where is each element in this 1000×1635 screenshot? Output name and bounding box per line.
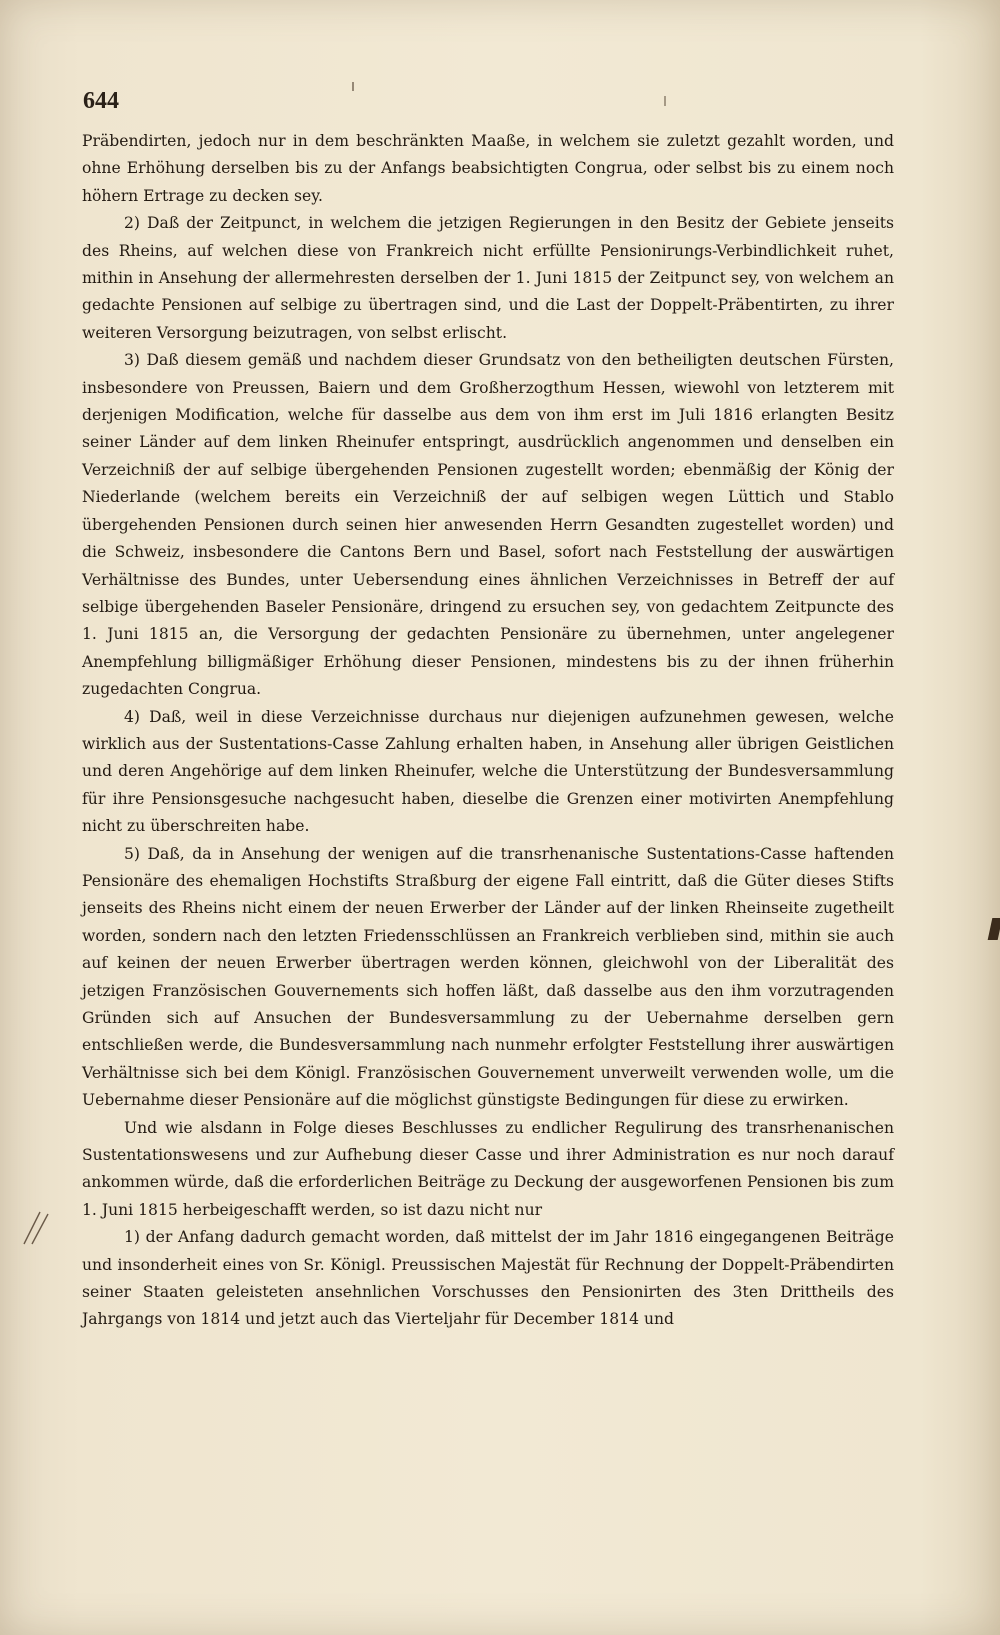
page-number: 644 bbox=[83, 88, 119, 114]
margin-ink-mark bbox=[988, 918, 1000, 940]
paragraph-continuation: Präbendirten, jedoch nur in dem beschränkten Maaße, in welchem sie zuletzt gezahlt worden, und ohne Erhöhung derselben bis zu der Anfangs beabsichtigten Congrua, oder selbst bis zu einem noch höhern Ertrage zu decken sey. bbox=[82, 132, 894, 205]
print-mark bbox=[664, 96, 666, 106]
body-text bbox=[82, 128, 894, 1334]
paragraph-subpoint-1: 1) der Anfang dadurch gemacht worden, daß mittelst der im Jahr 1816 eingegangenen Beiträge und insonderheit eines von Sr. Königl. Preussischen Majestät für Rechnung der Doppelt-Präbendirten seiner Staaten geleisteten ansehnlichen Vorschusses den Pensionirten des 3ten Drittheils des Jahrgangs von 1814 und jetzt auch das Vierteljahr für December 1814 und bbox=[82, 1228, 894, 1329]
paragraph-conclusion: Und wie alsdann in Folge dieses Beschlusses zu endlicher Regulirung des transrhenanischen Sustentationswesens und zur Aufhebung dieser Casse und ihrer Administration es nur noch darauf ankommen würde, daß die erforderlichen Beiträge zu Deckung der ausgeworfenen Pensionen bis zum 1. Juni 1815 herbeigeschafft werden, so ist dazu nicht nur bbox=[82, 1118, 894, 1219]
paragraph-point-3: 3) Daß diesem gemäß und nachdem dieser Grundsatz von den betheiligten deutschen Fürsten, insbesondere von Preussen, Baiern und dem Großherzogthum Hessen, wiewohl von letzterem mit derjenigen Modification, welche für dasselbe aus dem von ihm erst im Juli 1816 erlangten Besitz seiner Länder auf dem linken Rheinufer entspringt, ausdrücklich angenommen und denselben ein Verzeichniß der auf selbige übergehenden Pensionen zugestellt worden; ebenmäßig der König der Niederlande (welchem bereits ein Verzeichniß der auf selbigen wegen Lüttich und Stablo übergehenden Pensionen durch seinen hier anwesenden Herrn Gesandten zugestellet worden) und die Schweiz, insbesondere die Cantons Bern und Basel, sofort nach Feststellung der auswärtigen Verhältnisse des Bundes, unter Uebersendung eines ähnlichen Verzeichnisses in Betreff der auf selbige übergehenden Baseler Pensionäre, dringend zu ersuchen sey, von gedachtem Zeitpuncte des 1. Juni 1815 an, die Versorgung der gedachten Pensionäre zu übernehmen, unter angelegener Anempfehlung billigmäßiger Erhöhung dieser Pensionen, mindestens bis zu der ihnen früherhin zugedachten Congrua. bbox=[82, 351, 894, 699]
paragraph-point-4: 4) Daß, weil in diese Verzeichnisse durchaus nur diejenigen aufzunehmen gewesen, welche wirklich aus der Sustentations-Casse Zahlung erhalten haben, in Ansehung aller übrigen Geistlichen und deren Angehörige auf dem linken Rheinufer, welche die Unterstützung der Bundesversammlung für ihre Pensionsgesuche nachgesucht haben, dieselbe die Grenzen einer motivirten Anempfehlung nicht zu überschreiten habe. bbox=[82, 707, 894, 836]
paragraph-point-5: 5) Daß, da in Ansehung der wenigen auf die transrhenanische Sustentations-Casse haftenden Pensionäre des ehemaligen Hochstifts Straßburg der eigene Fall eintritt, daß die Güter dieses Stifts jenseits des Rheins nicht einem der neuen Erwerber der Länder auf der linken Rheinseite zugetheilt worden, sondern nach den letzten Friedensschlüssen an Frankreich verblieben sind, mithin sie auch auf keinen der neuen Erwerber übertragen werden können, gleichwohl von der Liberalität des jetzigen Französischen Gouvernements sich hoffen läßt, daß dasselbe aus den ihm vorzutragenden Gründen sich auf Ansuchen der Bundesversammlung zu der Uebernahme derselben gern entschließen werde, die Bundesversammlung nach nunmehr erfolgter Feststellung ihrer auswärtigen Verhältnisse sich bei dem Königl. Französischen Gouvernement unverweilt verwenden wolle, um die Uebernahme dieser Pensionäre auf die möglichst günstigste Bedingungen für diese zu erwirken. bbox=[82, 844, 894, 1110]
print-mark bbox=[352, 82, 354, 91]
paragraph-point-2: 2) Daß der Zeitpunct, in welchem die jetzigen Regierungen in den Besitz der Gebiete jenseits des Rheins, auf welchen diese von Frankreich nicht erfüllte Pensionirungs-Verbindlichkeit ruhet, mithin in Ansehung der allermehresten derselben der 1. Juni 1815 der Zeitpunct sey, von welchem an gedachte Pensionen auf selbige zu übertragen sind, und die Last der Doppelt-Präbentirten, zu ihrer weiteren Versorgung beizutragen, von selbst erlischt. bbox=[82, 214, 894, 342]
margin-pencil-mark-icon bbox=[18, 1210, 58, 1246]
